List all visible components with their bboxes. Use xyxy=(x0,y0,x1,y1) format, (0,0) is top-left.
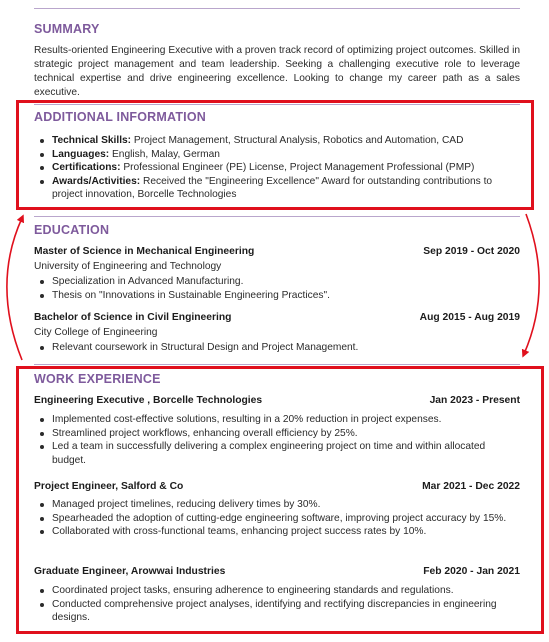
job-title: Project Engineer, Salford & Co xyxy=(34,481,184,492)
list-item: Managed project timelines, reducing delivery times by 30%. xyxy=(34,498,520,512)
additional-label: Languages: xyxy=(52,148,110,160)
job-dates: Mar 2021 - Dec 2022 xyxy=(422,481,520,492)
arrow-down-right xyxy=(524,214,539,354)
additional-value: Received the "Engineering Excellence" Award for outstanding contributions to project innovation, Borcelle Technologies xyxy=(52,175,493,201)
degree-title: Master of Science in Mechanical Engineering xyxy=(34,246,255,257)
degree-dates: Aug 2015 - Aug 2019 xyxy=(419,312,520,323)
additional-value: English, Malay, German xyxy=(109,148,220,160)
additional-heading: ADDITIONAL INFORMATION xyxy=(34,110,206,124)
degree-title: Bachelor of Science in Civil Engineering xyxy=(34,312,232,323)
job-title: Engineering Executive , Borcelle Technologies xyxy=(34,395,263,406)
job-dates: Jan 2023 - Present xyxy=(429,395,520,406)
additional-label: Awards/Activities: xyxy=(52,175,141,187)
additional-value: Project Management, Structural Analysis, Robotics and Automation, CAD xyxy=(131,135,464,146)
arrow-up-left xyxy=(7,218,22,360)
list-item: Specialization in Advanced Manufacturing. xyxy=(34,275,520,289)
school-name: University of Engineering and Technology xyxy=(34,261,222,272)
school-name: City College of Engineering xyxy=(34,327,158,338)
list-item: Spearheaded the adoption of cutting-edge engineering software, improving project accuracy by 15%. xyxy=(34,512,520,526)
list-item: Relevant coursework in Structural Design and Project Management. xyxy=(34,341,520,355)
list-item: Collaborated with cross-functional teams, enhancing project success rates by 10%. xyxy=(34,525,520,539)
list-item: Led a team in successfully delivering a complex engineering project on time and within allocated budget. xyxy=(34,440,520,467)
work-heading: WORK EXPERIENCE xyxy=(34,372,161,386)
list-item: Thesis on "Innovations in Sustainable Engineering Practices". xyxy=(34,289,520,303)
education-heading: EDUCATION xyxy=(34,223,110,237)
summary-text: Results-oriented Engineering Executive with a proven track record of optimizing project outcomes. Skilled in strategic project management and team leadership. Seeking a challenging executive role to leverage technical expertise and drive engineering excellence. Looking to change my career path as a sales executive. xyxy=(34,45,520,98)
degree-dates: Sep 2019 - Oct 2020 xyxy=(423,246,520,257)
additional-label: Certifications: xyxy=(52,162,121,174)
job-title: Graduate Engineer, Arowwai Industries xyxy=(34,566,226,577)
summary-heading: SUMMARY xyxy=(34,22,100,36)
list-item: Coordinated project tasks, ensuring adherence to engineering standards and regulations. xyxy=(34,584,520,598)
job-dates: Feb 2020 - Jan 2021 xyxy=(423,566,520,577)
additional-label: Technical Skills: xyxy=(52,135,132,146)
additional-value: Professional Engineer (PE) License, Project Management Professional (PMP) xyxy=(120,162,475,174)
list-item: Implemented cost-effective solutions, resulting in a 20% reduction in project expenses. xyxy=(34,413,520,427)
list-item: Streamlined project workflows, enhancing overall efficiency by 25%. xyxy=(34,427,520,441)
list-item: Conducted comprehensive project analyses, identifying and rectifying discrepancies in engineering designs. xyxy=(34,598,520,625)
